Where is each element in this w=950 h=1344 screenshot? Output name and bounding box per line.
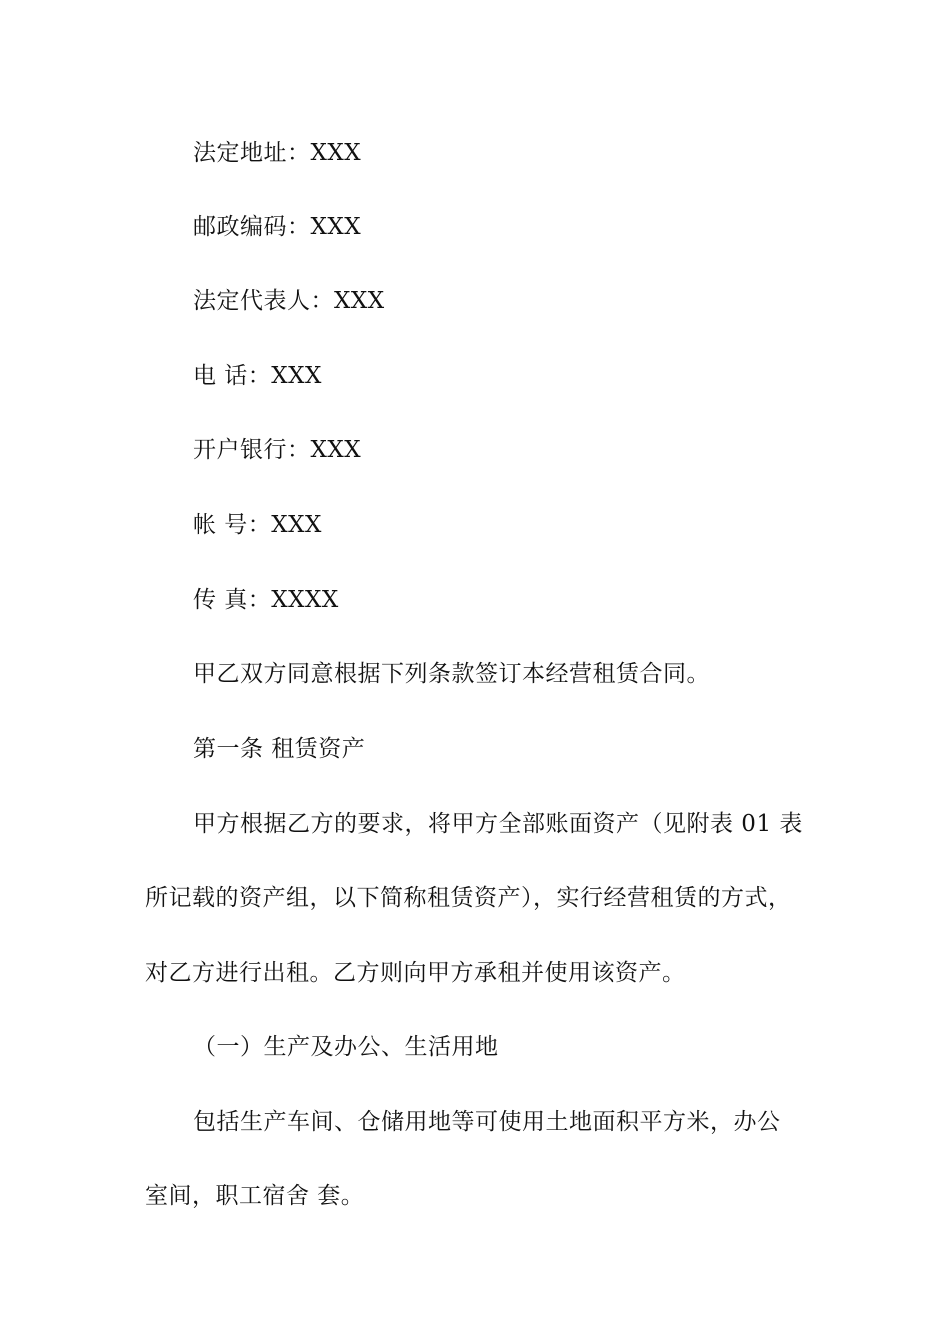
legal-address: 法定地址：XXX [193,140,362,166]
article-1-title: 第一条 租赁资产 [193,736,366,762]
account-number: 帐 号：XXX [193,512,322,538]
section-1-title: （一）生产及办公、生活用地 [193,1034,499,1060]
paragraph-2-line-2: 室间，职工宿舍 套。 [145,1183,365,1209]
paragraph-1-line-3: 对乙方进行出租。乙方则向甲方承租并使用该资产。 [145,960,686,986]
paragraph-2-line-1: 包括生产车间、仓储用地等可使用土地面积平方米，办公 [193,1109,781,1135]
paragraph-1-line-2: 所记载的资产组，以下简称租赁资产），实行经营租赁的方式， [145,885,792,911]
phone: 电 话：XXX [193,363,322,389]
legal-representative: 法定代表人：XXX [193,288,385,314]
paragraph-1-line-1: 甲方根据乙方的要求，将甲方全部账面资产（见附表 01 表 [193,811,803,837]
postal-code: 邮政编码：XXX [193,214,362,240]
fax: 传 真：XXXX [193,587,339,613]
bank: 开户银行：XXX [193,437,362,463]
agreement-statement: 甲乙双方同意根据下列条款签订本经营租赁合同。 [193,661,710,687]
